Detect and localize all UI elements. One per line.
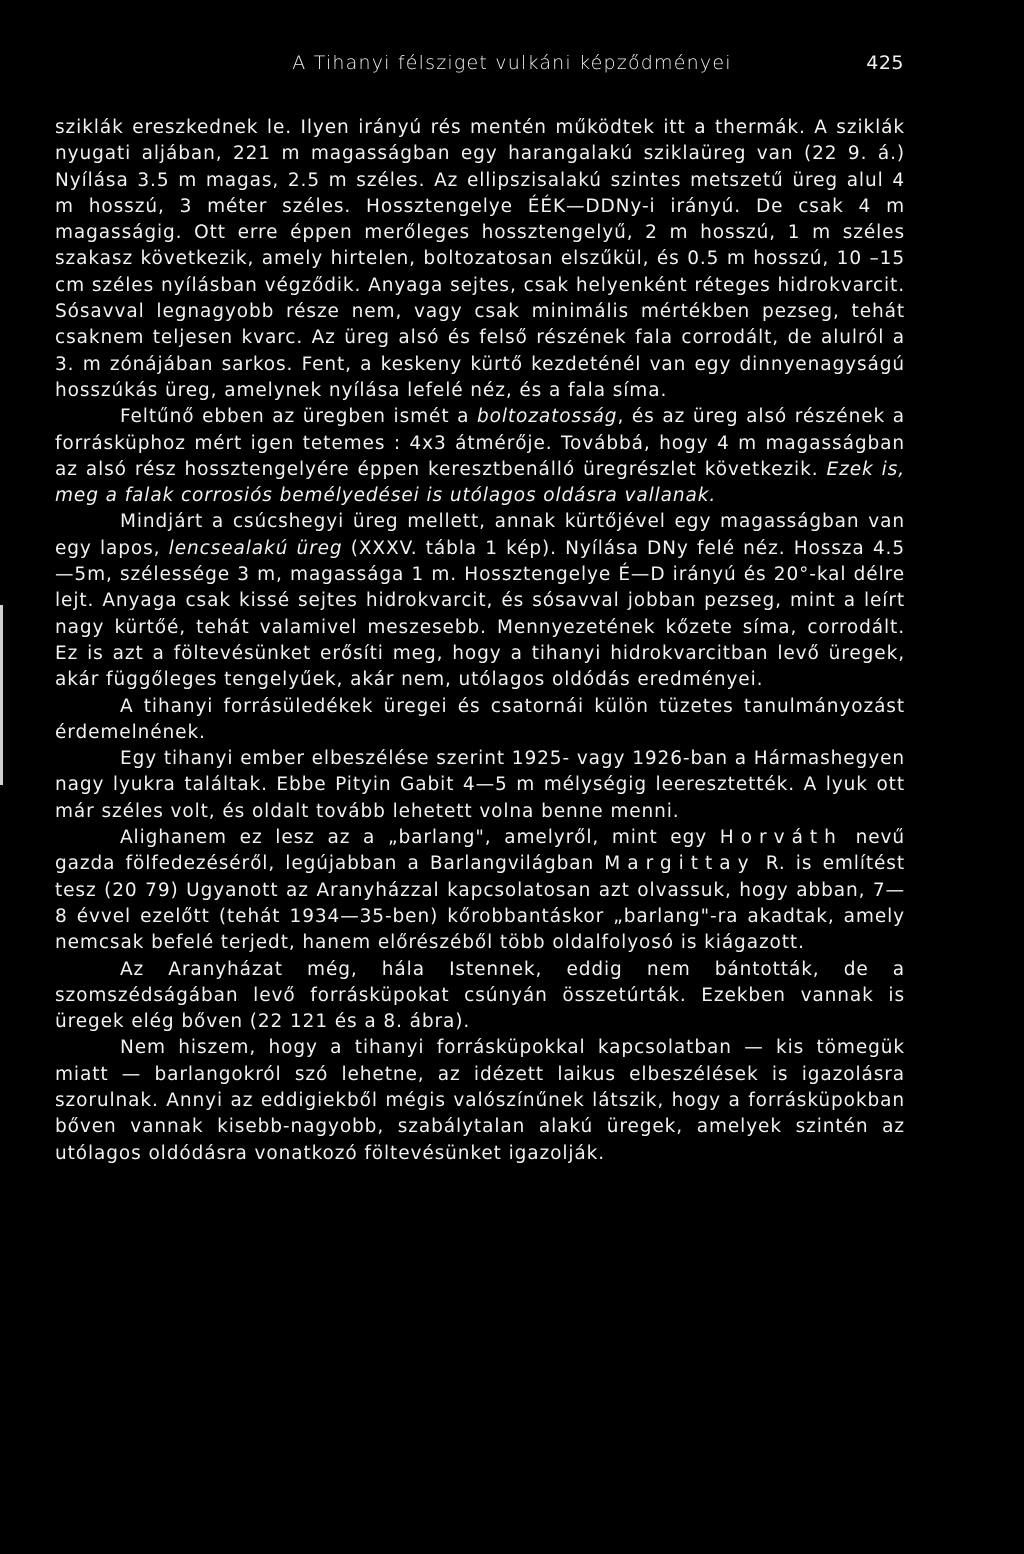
paragraph-text: nevű gazda fölfedezéséről, legújabban a Barlangvilágban xyxy=(55,827,905,875)
italic-text: Ezek is, meg a falak corrosiós bemélyedései is utólagos oldásra vallanak. xyxy=(55,458,905,507)
paragraph xyxy=(55,825,905,956)
paragraph xyxy=(55,694,905,747)
paragraph-text: Nem hiszem, hogy a tihanyi forrásküpokkal kapcsolatban — kis tömegük miatt — barlangokról szó lehetne, az idézett laikus elbeszélések is igazolásra szorulnak. Annyi az eddigiekből mégis valószínűnek látszik, hogy a forrásküpokban bőven vannak kisebb-nagyobb, szabálytalan alakú üregek, amelyek szintén az utólagos oldódásra vonatkozó föltevésünket igazolják. xyxy=(55,1037,905,1164)
body-text xyxy=(55,115,905,1167)
margin-rule xyxy=(0,605,3,785)
paragraph-text: R. is említést tesz (20 79) Ugyanott az Aranyházzal kapcsolatosan azt olvassuk, hogy abban, 7—8 évvel ezelőtt (tehát 1934—35-ben) kőrobbantáskor „barlang"-ra akadtak, amely nemcsak befelé terjedt, hanem előrészéből több oldalfolyosó is kiágazott. xyxy=(55,853,905,954)
paragraph xyxy=(55,404,905,509)
spaced-name: Margittay xyxy=(604,853,756,875)
paragraph xyxy=(55,115,905,404)
paragraph xyxy=(55,957,905,1036)
page-header xyxy=(0,52,1024,92)
paragraph-text: Egy tihanyi ember elbeszélése szerint 1925- vagy 1926-ban a Hármashegyen nagy lyukra találtak. Ebbe Pityin Gabit 4—5 m mélységig leeresztették. A lyuk ott már széles volt, és oldalt tovább lehetett volna benne menni. xyxy=(55,748,905,822)
paragraph-text: Mindjárt a csúcshegyi üreg mellett, annak kürtőjével egy magasságban van egy lapos, xyxy=(55,511,905,559)
paragraph xyxy=(55,1035,905,1166)
paragraph-text: Az Aranyházat még, hála Istennek, eddig nem bántották, de a szomszédságában levő forrásküpokat csúnyán összetúrták. Ezekben vannak is üregek elég bőven (22 121 és a 8. ábra). xyxy=(55,958,905,1033)
running-title: A Tihanyi félsziget vulkáni képződményei xyxy=(292,52,732,74)
page-number: 425 xyxy=(866,52,904,74)
paragraph-text: Feltűnő ebben az üregben ismét a xyxy=(120,406,477,428)
paragraph-text: A tihanyi forrásüledékek üregei és csatornái külön tüzetes tanulmányozást érdemelnének. xyxy=(55,695,905,743)
paragraph xyxy=(55,509,905,693)
paragraph-text: , és az üreg alsó részének a forrásküphoz mért igen tetemes : 4x3 átmérője. Továbbá, hogy 4 m magasságban az alsó rész hossztengelyére éppen keresztbenálló üregrészlet következik. xyxy=(55,406,905,480)
paragraph-text: Alighanem ez lesz az a „barlang", amelyről, mint egy xyxy=(120,827,720,849)
paragraph-text: sziklák ereszkednek le. Ilyen irányú rés mentén működtek itt a thermák. A sziklák nyugati aljában, 221 m magasságban egy harangalakú sziklaüreg van (22 9. á.) Nyílása 3.5 m magas, 2.5 m széles. Az ellipszisalakú szintes metszetű üreg alul 4 m hosszú, 3 méter széles. Hossztengelye ÉÉK—DDNy-i irányú. De csak 4 m magasságig. Ott erre éppen merőleges hossztengelyű, 2 m hosszú, 1 m széles szakasz következik, amely hirtelen, boltozatosan elszűkül, és 0.5 m hosszú, 10 –15 cm széles nyílásban végződik. Anyaga sejtes, csak helyenként réteges hidrokvarcit. Sósavval legnagyobb része nem, vagy csak minimális mértékben pezseg, tehát csaknem teljesen kvarc. Az üreg alsó és felső részének fala corrodált, de alulról a 3. m zónájában sarkos. Fent, a keskeny kürtő kezdeténél van egy dinnyenagyságú hosszúkás üreg, amelynek nyílása lefelé néz, és a fala síma. xyxy=(55,117,905,401)
italic-text: boltozatosság xyxy=(477,406,618,428)
italic-text: lencsealakú üreg xyxy=(168,537,343,559)
spaced-name: Horváth xyxy=(719,827,843,849)
paragraph-text: (XXXV. tábla 1 kép). Nyílása DNy felé néz. Hossza 4.5—5m, szélessége 3 m, magassága 1 m. Hossztengelye É—D irányú és 20°-kal délre lejt. Anyaga csak kissé sejtes hidrokvarcit, és sósavval jobban pezseg, mint a leírt nagy kürtőé, tehát valamivel meszesebb. Mennyezetének kőzete síma, corrodált. Ez is azt a föltevésünket erősíti meg, hogy a tihanyi hidrokvarcitban levő üregek, akár függőleges tengelyűek, akár nem, utólagos oldódás eredményei. xyxy=(55,537,905,691)
paragraph xyxy=(55,746,905,825)
